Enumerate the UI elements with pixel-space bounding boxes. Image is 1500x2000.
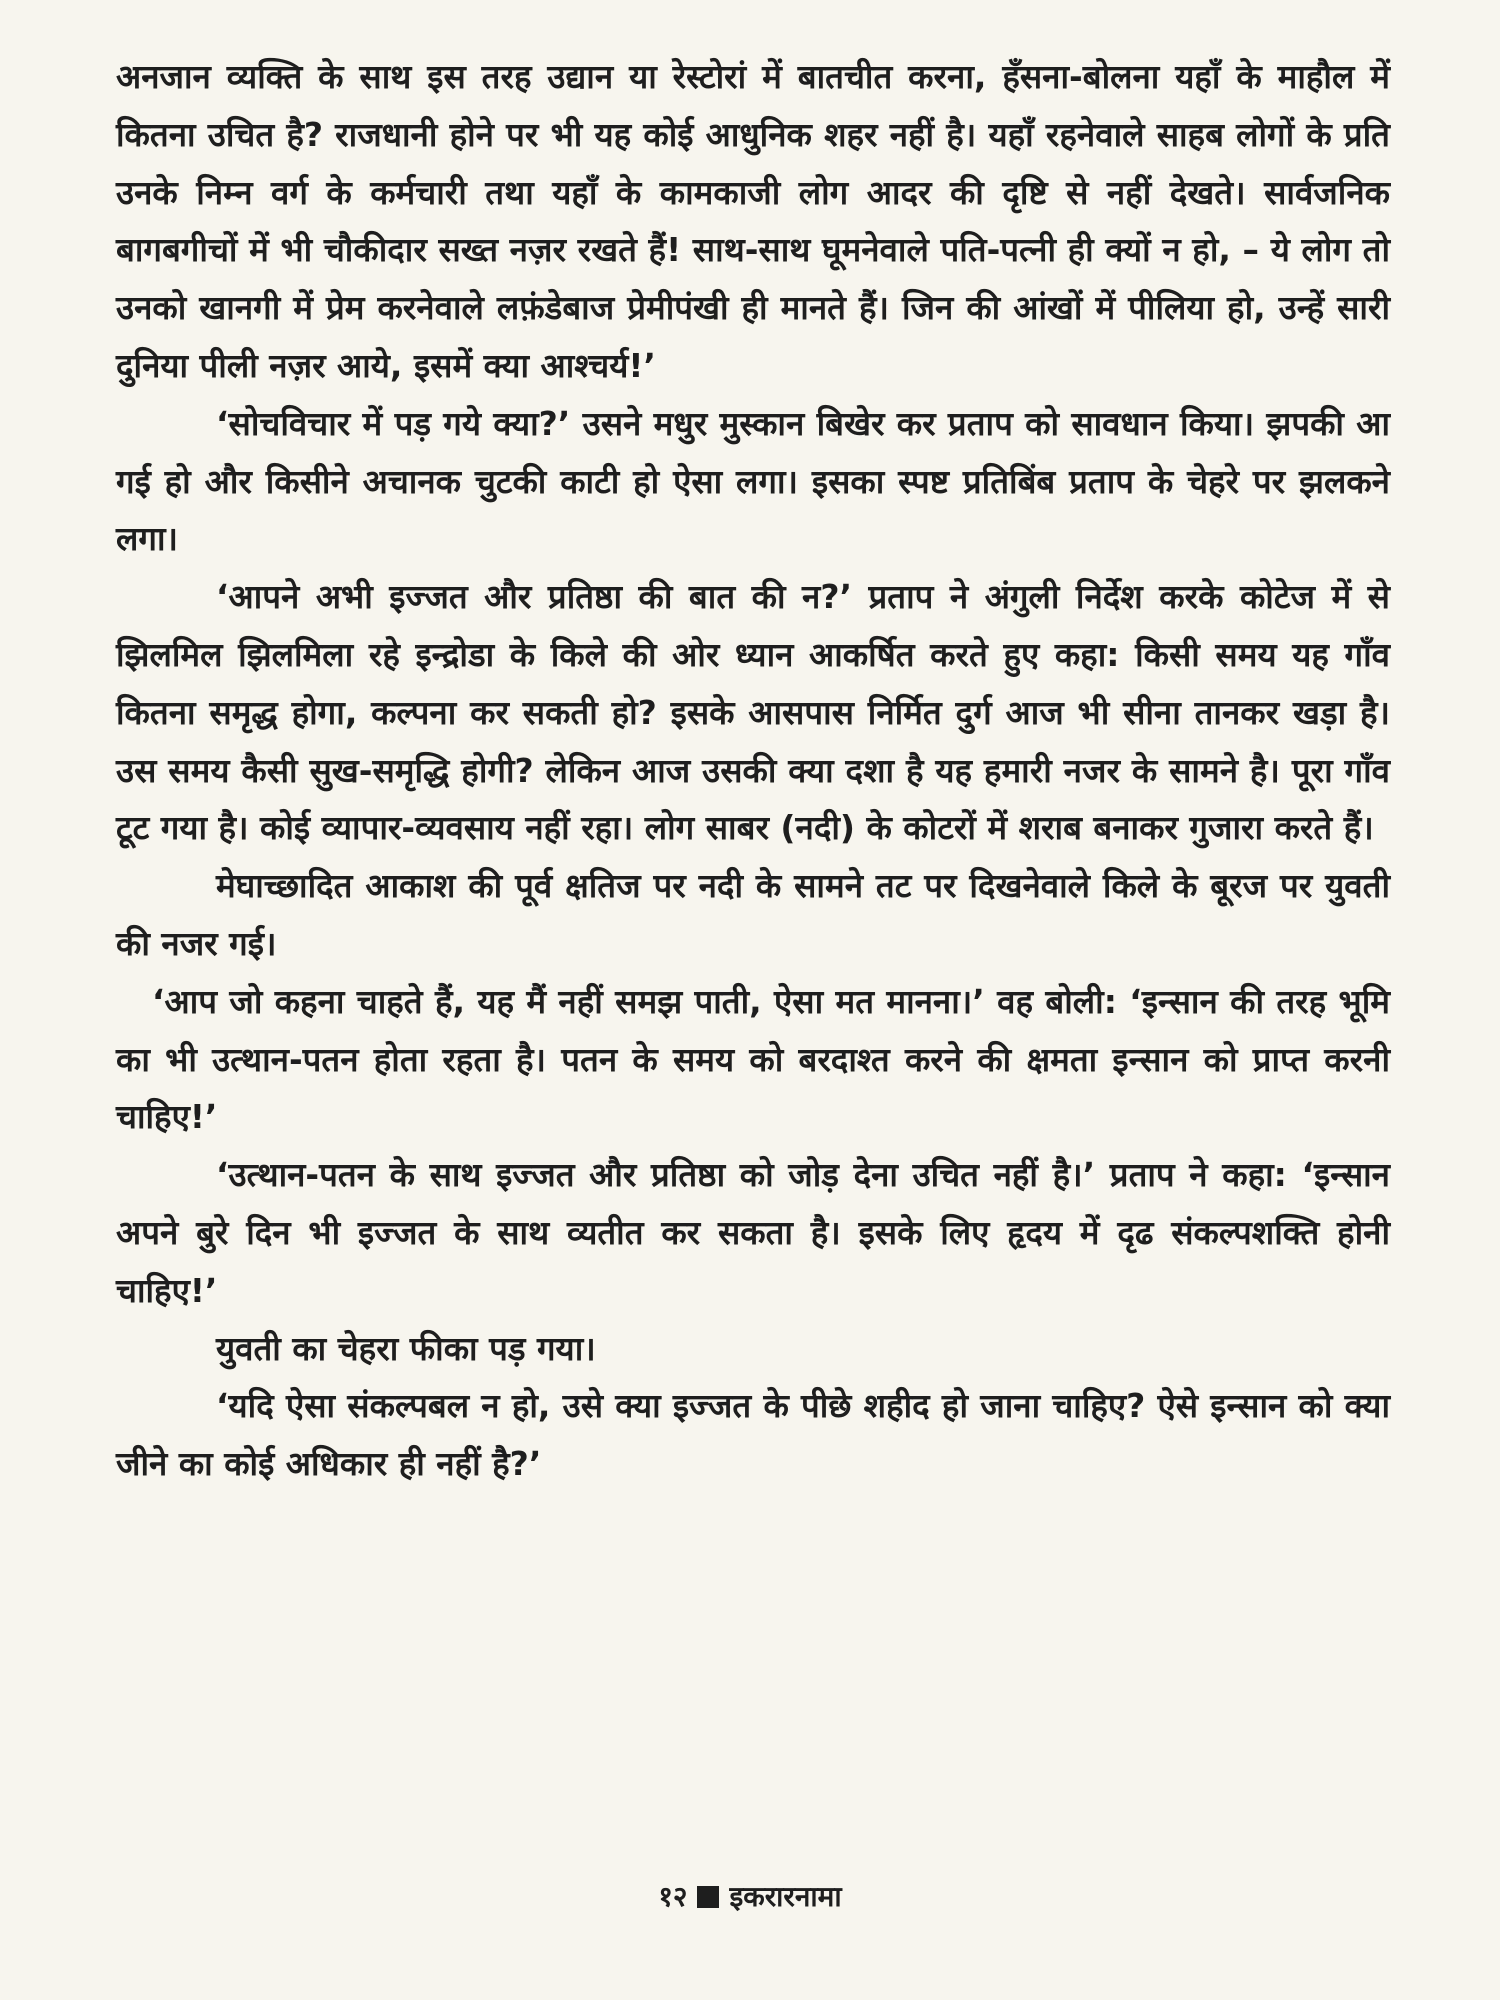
page-number: १२ — [658, 1880, 688, 1913]
page-footer — [0, 1868, 1500, 1926]
paragraph-3: ‘आपने अभी इज्जत और प्रतिष्ठा की बात की न?’ प्रताप ने अंगुली निर्देश करके कोटेज में से झिलमिल झिलमिला रहे इन्द्रोडा के किले की ओर ध्यान आकर्षित करते हुए कहा: किसी समय यह गाँव कितना समृद्ध होगा, कल्पना कर सकती हो? इसके आसपास निर्मित दुर्ग आज भी सीना तानकर खड़ा है। उस समय कैसी सुख-समृद्धि होगी? लेकिन आज उसकी क्या दशा है यह हमारी नजर के सामने है। पूरा गाँव टूट गया है। कोई व्यापार-व्यवसाय नहीं रहा। लोग साबर (नदी) के कोटरों में शराब बनाकर गुजारा करते हैं। — [116, 577, 1390, 848]
paragraph-2: ‘सोचविचार में पड़ गये क्या?’ उसने मधुर मुस्कान बिखेर कर प्रताप को सावधान किया। झपकी आ गई हो और किसीने अचानक चुटकी काटी हो ऐसा लगा। इसका स्पष्ट प्रतिबिंब प्रताप के चेहरे पर झलकने लगा। — [116, 403, 1390, 559]
paragraph-6: ‘उत्थान-पतन के साथ इज्जत और प्रतिष्ठा को जोड़ देना उचित नहीं है।’ प्रताप ने कहा: ‘इन्सान अपने बुरे दिन भी इज्जत के साथ व्यतीत कर सकता है। इसके लिए हृदय में दृढ संकल्पशक्ति होनी चाहिए!’ — [116, 1155, 1390, 1310]
paragraph-7: युवती का चेहरा फीका पड़ गया। — [216, 1328, 596, 1368]
paragraph-4: मेघाच्छादित आकाश की पूर्व क्षतिज पर नदी के सामने तट पर दिखनेवाले किले के बूरज पर युवती की नजर गई। — [116, 866, 1390, 963]
square-bullet-icon — [697, 1886, 719, 1908]
paragraph-5: ‘आप जो कहना चाहते हैं, यह मैं नहीं समझ पाती, ऐसा मत मानना।’ वह बोली: ‘इन्सान की तरह भूमि का भी उत्थान-पतन होता रहता है। पतन के समय को बरदाश्त करने की क्षमता इन्सान को प्राप्त करनी चाहिए!’ — [116, 981, 1390, 1137]
book-title: इकरारनामा — [729, 1880, 842, 1913]
paragraph-1: अनजान व्यक्ति के साथ इस तरह उद्यान या रेस्टोरां में बातचीत करना, हँसना-बोलना यहाँ के माहौल में कितना उचित है? राजधानी होने पर भी यह कोई आधुनिक शहर नहीं है। यहाँ रहनेवाले साहब लोगों के प्रति उनके निम्न वर्ग के कर्मचारी तथा यहाँ के कामकाजी लोग आदर की दृष्टि से नहीं देखते। सार्वजनिक बागबगीचों में भी चौकीदार सख्त नज़र रखते हैं! साथ-साथ घूमनेवाले पति-पत्नी ही क्यों न हो, – ये लोग तो उनको खानगी में प्रेम करनेवाले लफ़ंडेबाज प्रेमीपंखी ही मानते हैं। जिन की आंखों में पीलिया हो, उन्हें सारी दुनिया पीली नज़र आये, इसमें क्या आश्चर्य!’ — [116, 57, 1390, 385]
paragraph-8: ‘यदि ऐसा संकल्पबल न हो, उसे क्या इज्जत के पीछे शहीद हो जाना चाहिए? ऐसे इन्सान को क्या जीने का कोई अधिकार ही नहीं है?’ — [116, 1386, 1390, 1484]
